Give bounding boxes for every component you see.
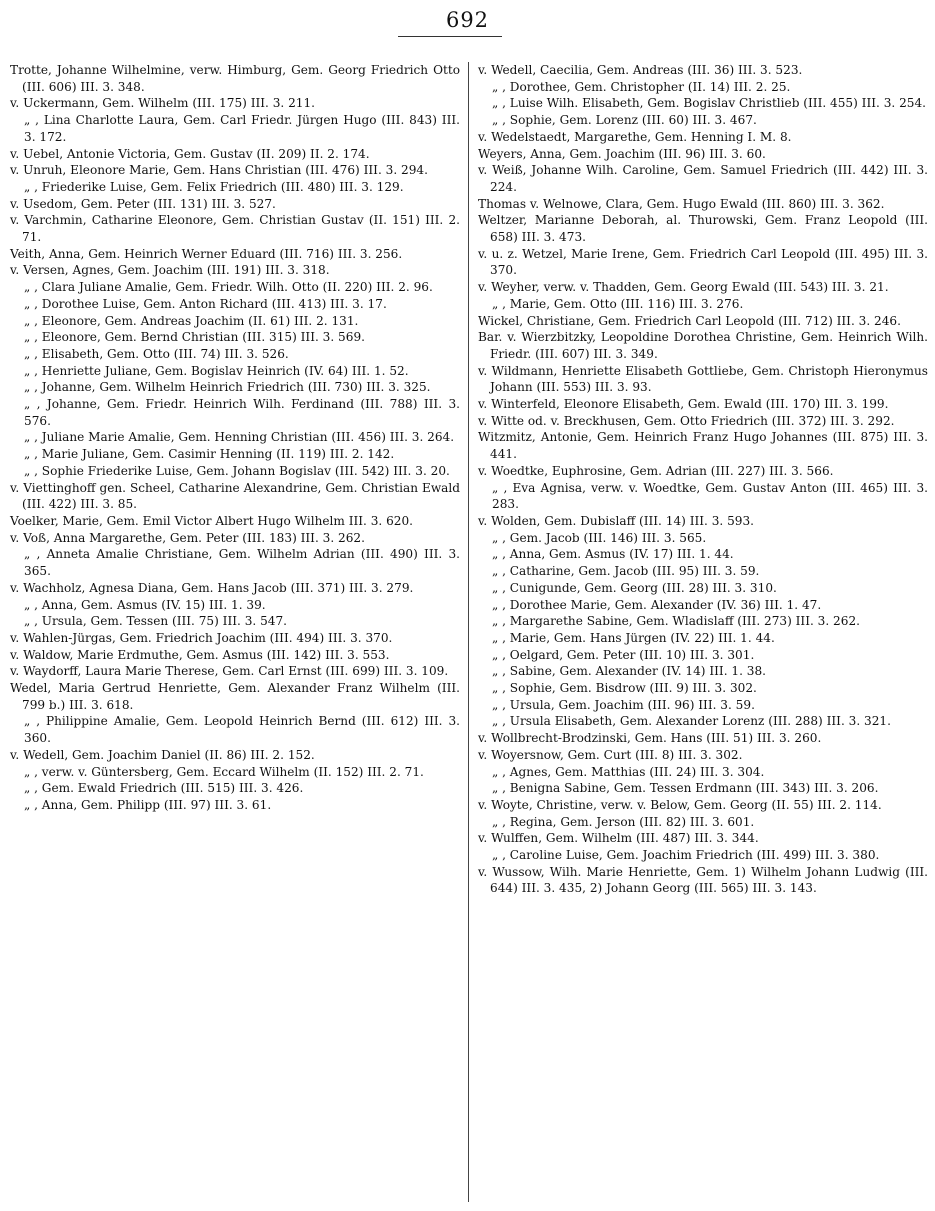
register-entry: „ , Ursula, Gem. Tessen (III. 75) III. 3. 547. <box>24 614 288 629</box>
register-entry: „ , Elisabeth, Gem. Otto (III. 74) III. 3. 526. <box>24 346 289 361</box>
register-entry: „ , Catharine, Gem. Jacob (III. 95) III. 3. 59. <box>492 564 760 579</box>
register-entry: „ , Caroline Luise, Gem. Joachim Friedrich (III. 499) III. 3. 380. <box>492 848 880 863</box>
register-entry: v. Weyher, verw. v. Thadden, Gem. Georg Ewald (III. 543) III. 3. 21. <box>478 280 889 295</box>
register-entry: „ , Sophie, Gem. Bisdrow (III. 9) III. 3. 302. <box>492 681 757 696</box>
register-entry: v. Winterfeld, Eleonore Elisabeth, Gem. Ewald (III. 170) III. 3. 199. <box>478 397 889 412</box>
column-divider <box>468 62 469 1202</box>
register-entry: „ , Agnes, Gem. Matthias (III. 24) III. 3. 304. <box>492 764 765 779</box>
register-entry: „ , Sabine, Gem. Alexander (IV. 14) III. 1. 38. <box>492 664 767 679</box>
register-entry: v. Wolden, Gem. Dubislaff (III. 14) III. 3. 593. <box>478 513 755 528</box>
register-entry: „ , Sophie Friederike Luise, Gem. Johann Bogislav (III. 542) III. 3. 20. <box>24 463 450 478</box>
register-entry: Bar. v. Wierzbitzky, Leopoldine Dorothea Christine, Gem. Heinrich Wilh. Friedr. (III. 607) III. 3. 349. <box>478 330 928 361</box>
register-entry: v. Viettinghoff gen. Scheel, Catharine Alexandrine, Gem. Christian Ewald (III. 422) III. 3. 85. <box>10 480 460 512</box>
register-entry: v. Wahlen-Jürgas, Gem. Friedrich Joachim (III. 494) III. 3. 370. <box>10 630 393 645</box>
register-entry: „ , Dorothee Marie, Gem. Alexander (IV. 36) III. 1. 47. <box>492 597 822 612</box>
register-entry: „ , Benigna Sabine, Gem. Tessen Erdmann (III. 343) III. 3. 206. <box>492 781 879 796</box>
register-entry: „ , Ursula, Gem. Joachim (III. 96) III. 3. 59. <box>492 697 755 712</box>
register-entry: v. Woyersnow, Gem. Curt (III. 8) III. 3. 302. <box>478 747 743 762</box>
register-entry: Trotte, Johanne Wilhelmine, verw. Himburg, Gem. Georg Friedrich Otto (III. 606) III. 3. 348. <box>10 63 460 94</box>
register-entry: v. Wollbrecht-Brodzinski, Gem. Hans (III. 51) III. 3. 260. <box>478 731 822 746</box>
register-entry: „ , Anna, Gem. Philipp (III. 97) III. 3. 61. <box>24 797 272 812</box>
register-entry: Veith, Anna, Gem. Heinrich Werner Eduard (III. 716) III. 3. 256. <box>10 246 403 261</box>
register-entry: Voelker, Marie, Gem. Emil Victor Albert Hugo Wilhelm III. 3. 620. <box>10 513 414 528</box>
left-column <box>10 62 460 814</box>
register-entry: „ , Margarethe Sabine, Gem. Wladislaff (III. 273) III. 3. 262. <box>492 614 860 629</box>
register-entry: v. Varchmin, Catharine Eleonore, Gem. Christian Gustav (II. 151) III. 2. 71. <box>10 213 460 245</box>
register-entry: „ , Dorothee Luise, Gem. Anton Richard (III. 413) III. 3. 17. <box>24 296 387 311</box>
register-entry: v. Wedelstaedt, Margarethe, Gem. Henning I. M. 8. <box>478 129 792 144</box>
register-entry: v. Weiß, Johanne Wilh. Caroline, Gem. Samuel Friedrich (III. 442) III. 3. 224. <box>478 163 928 194</box>
register-entry: „ , Johanne, Gem. Wilhelm Heinrich Friedrich (III. 730) III. 3. 325. <box>24 380 431 395</box>
register-entry: v. Wulffen, Gem. Wilhelm (III. 487) III. 3. 344. <box>478 831 759 846</box>
register-entry: Thomas v. Welnowe, Clara, Gem. Hugo Ewald (III. 860) III. 3. 362. <box>478 196 885 211</box>
register-entry: „ , Lina Charlotte Laura, Gem. Carl Friedr. Jürgen Hugo (III. 843) III. 3. 172. <box>24 113 460 144</box>
register-entry: „ , Philippine Amalie, Gem. Leopold Heinrich Bernd (III. 612) III. 3. 360. <box>24 714 460 746</box>
register-entry: „ , Eleonore, Gem. Andreas Joachim (II. 61) III. 2. 131. <box>24 313 359 328</box>
register-entry: v. Waldow, Marie Erdmuthe, Gem. Asmus (III. 142) III. 3. 553. <box>10 647 390 662</box>
register-entry: v. Wachholz, Agnesa Diana, Gem. Hans Jacob (III. 371) III. 3. 279. <box>10 580 414 595</box>
register-entry: Wickel, Christiane, Gem. Friedrich Carl Leopold (III. 712) III. 3. 246. <box>478 313 901 328</box>
register-entry: „ , Anneta Amalie Christiane, Gem. Wilhelm Adrian (III. 490) III. 3. 365. <box>24 547 460 579</box>
register-entry: v. Wussow, Wilh. Marie Henriette, Gem. 1) Wilhelm Johann Ludwig (III. 644) III. 3. 435, 2) Johann Georg (III. 565) III. 3. 143. <box>478 864 928 896</box>
register-entry: „ , verw. v. Güntersberg, Gem. Eccard Wilhelm (II. 152) III. 2. 71. <box>24 764 424 779</box>
register-entry: „ , Marie Juliane, Gem. Casimir Henning (II. 119) III. 2. 142. <box>24 447 395 462</box>
register-entry: v. Versen, Agnes, Gem. Joachim (III. 191) III. 3. 318. <box>10 263 330 278</box>
register-entry: „ , Sophie, Gem. Lorenz (III. 60) III. 3. 467. <box>492 113 757 128</box>
register-entry: „ , Gem. Ewald Friedrich (III. 515) III. 3. 426. <box>24 781 304 796</box>
register-entry: v. u. z. Wetzel, Marie Irene, Gem. Friedrich Carl Leopold (III. 495) III. 3. 370. <box>478 246 928 278</box>
register-entry: v. Woyte, Christine, verw. v. Below, Gem. Georg (II. 55) III. 2. 114. <box>478 797 882 812</box>
register-entry: v. Wildmann, Henriette Elisabeth Gottliebe, Gem. Christoph Hieronymus Johann (III. 553) III. 3. 93. <box>478 363 928 395</box>
register-entry: Wedel, Maria Gertrud Henriette, Gem. Alexander Franz Wilhelm (III. 799 b.) III. 3. 618. <box>10 681 460 712</box>
register-entry: „ , Luise Wilh. Elisabeth, Gem. Bogislav Christlieb (III. 455) III. 3. 254. <box>492 96 927 111</box>
register-entry: „ , Clara Juliane Amalie, Gem. Friedr. Wilh. Otto (II. 220) III. 2. 96. <box>24 280 433 295</box>
register-entry: „ , Oelgard, Gem. Peter (III. 10) III. 3. 301. <box>492 647 755 662</box>
register-entry: „ , Juliane Marie Amalie, Gem. Henning Christian (III. 456) III. 3. 264. <box>24 430 455 445</box>
register-entry: „ , Regina, Gem. Jerson (III. 82) III. 3. 601. <box>492 814 755 829</box>
register-entry: „ , Johanne, Gem. Friedr. Heinrich Wilh. Ferdinand (III. 788) III. 3. 576. <box>24 397 460 428</box>
register-entry: v. Wedell, Gem. Joachim Daniel (II. 86) III. 2. 152. <box>10 747 315 762</box>
register-entry: „ , Marie, Gem. Otto (III. 116) III. 3. 276. <box>492 296 744 311</box>
register-entry: „ , Anna, Gem. Asmus (IV. 15) III. 1. 39. <box>24 597 266 612</box>
header-rule <box>398 36 502 37</box>
register-entry: v. Uebel, Antonie Victoria, Gem. Gustav (II. 209) II. 2. 174. <box>10 146 370 161</box>
register-entry: v. Waydorff, Laura Marie Therese, Gem. Carl Ernst (III. 699) III. 3. 109. <box>10 664 449 679</box>
register-entry: „ , Dorothee, Gem. Christopher (II. 14) III. 2. 25. <box>492 79 791 94</box>
register-entry: „ , Eva Agnisa, verw. v. Woedtke, Gem. Gustav Anton (III. 465) III. 3. 283. <box>492 480 928 512</box>
register-entry: „ , Ursula Elisabeth, Gem. Alexander Lorenz (III. 288) III. 3. 321. <box>492 714 891 729</box>
register-entry: v. Uckermann, Gem. Wilhelm (III. 175) III. 3. 211. <box>10 96 316 111</box>
register-entry: „ , Eleonore, Gem. Bernd Christian (III. 315) III. 3. 569. <box>24 330 365 345</box>
register-entry: Weltzer, Marianne Deborah, al. Thurowski, Gem. Franz Leopold (III. 658) III. 3. 473. <box>478 213 928 245</box>
register-entry: v. Unruh, Eleonore Marie, Gem. Hans Christian (III. 476) III. 3. 294. <box>10 163 428 178</box>
right-column <box>478 62 928 897</box>
register-entry: Witzmitz, Antonie, Gem. Heinrich Franz Hugo Johannes (III. 875) III. 3. 441. <box>478 430 928 462</box>
register-entry: „ , Marie, Gem. Hans Jürgen (IV. 22) III. 1. 44. <box>492 630 775 645</box>
page-number: 692 <box>445 8 490 32</box>
register-entry: v. Voß, Anna Margarethe, Gem. Peter (III. 183) III. 3. 262. <box>10 530 365 545</box>
register-entry: v. Woedtke, Euphrosine, Gem. Adrian (III. 227) III. 3. 566. <box>478 463 834 478</box>
register-entry: v. Usedom, Gem. Peter (III. 131) III. 3. 527. <box>10 196 276 211</box>
register-entry: Weyers, Anna, Gem. Joachim (III. 96) III. 3. 60. <box>478 146 766 161</box>
register-entry: „ , Gem. Jacob (III. 146) III. 3. 565. <box>492 530 707 545</box>
register-entry: „ , Anna, Gem. Asmus (IV. 17) III. 1. 44. <box>492 547 734 562</box>
register-entry: v. Witte od. v. Breckhusen, Gem. Otto Friedrich (III. 372) III. 3. 292. <box>478 413 895 428</box>
register-entry: „ , Henriette Juliane, Gem. Bogislav Heinrich (IV. 64) III. 1. 52. <box>24 363 409 378</box>
register-entry: „ , Friederike Luise, Gem. Felix Friedrich (III. 480) III. 3. 129. <box>24 179 404 194</box>
register-entry: „ , Cunigunde, Gem. Georg (III. 28) III. 3. 310. <box>492 580 777 595</box>
register-entry: v. Wedell, Caecilia, Gem. Andreas (III. 36) III. 3. 523. <box>478 63 803 77</box>
